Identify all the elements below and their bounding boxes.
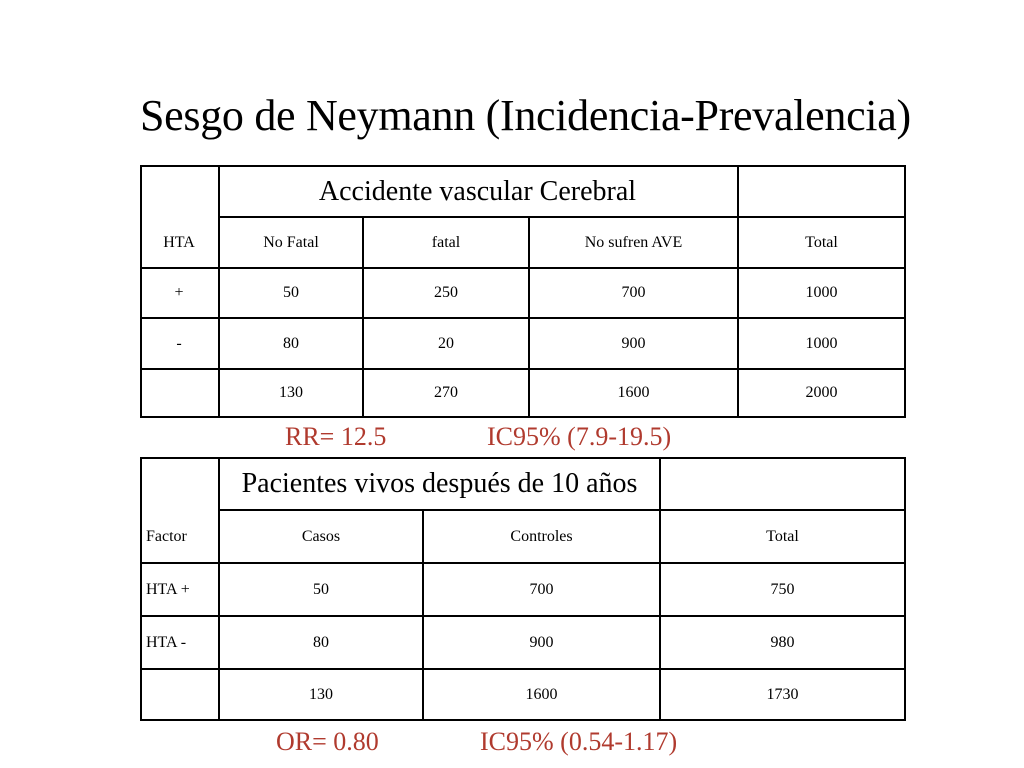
table-border <box>140 719 906 721</box>
slide-title: Sesgo de Neymann (Incidencia-Prevalencia) <box>140 91 911 140</box>
table-cell: 900 <box>529 633 554 651</box>
table-cell: 80 <box>283 334 299 352</box>
column-header: Casos <box>301 527 341 545</box>
table-cell: 130 <box>279 384 303 401</box>
confidence-interval-label: IC95% (7.9-19.5) <box>487 422 672 451</box>
table-cell: 900 <box>621 334 646 352</box>
table-heading: Accidente vascular Cerebral <box>318 175 637 207</box>
table-cell: 80 <box>313 633 329 651</box>
table-cell: 50 <box>283 284 299 301</box>
column-header: Total <box>766 527 799 545</box>
column-header: fatal <box>431 233 461 251</box>
table-cell: 20 <box>438 334 454 352</box>
column-header: HTA <box>163 233 195 251</box>
relative-risk-label: RR= 12.5 <box>285 422 387 451</box>
table-cell: 1600 <box>617 384 650 401</box>
table-cell: 1000 <box>805 284 838 301</box>
table-cell: 250 <box>434 284 458 301</box>
table-cell: 1000 <box>805 334 838 352</box>
table-cell: 1730 <box>766 685 799 703</box>
table-cell: 50 <box>313 580 329 598</box>
table-heading: Pacientes vivos después de 10 años <box>241 468 638 499</box>
confidence-interval-label: IC95% (0.54-1.17) <box>480 727 678 756</box>
column-header: Factor <box>146 527 187 545</box>
table-cell: HTA + <box>146 580 190 598</box>
table-cell: 270 <box>434 384 458 401</box>
table-cell: 700 <box>529 580 554 598</box>
table-cell: 130 <box>309 685 333 703</box>
column-header: Total <box>805 233 838 251</box>
column-header: No sufren AVE <box>584 233 683 251</box>
table-cell: HTA - <box>146 633 187 651</box>
table-cell: - <box>176 334 182 352</box>
table-cell: 980 <box>770 633 795 651</box>
column-header: No Fatal <box>263 233 319 251</box>
table-cell: 1600 <box>525 685 558 703</box>
column-header: Controles <box>510 527 573 545</box>
table-border <box>904 165 906 418</box>
table-cell: 750 <box>770 580 795 598</box>
table-border <box>904 457 906 721</box>
table-cell: 2000 <box>805 384 838 401</box>
table-cell: + <box>174 284 184 301</box>
table-border <box>140 416 906 418</box>
table-cell: 700 <box>621 284 646 301</box>
odds-ratio-label: OR= 0.80 <box>276 727 379 756</box>
